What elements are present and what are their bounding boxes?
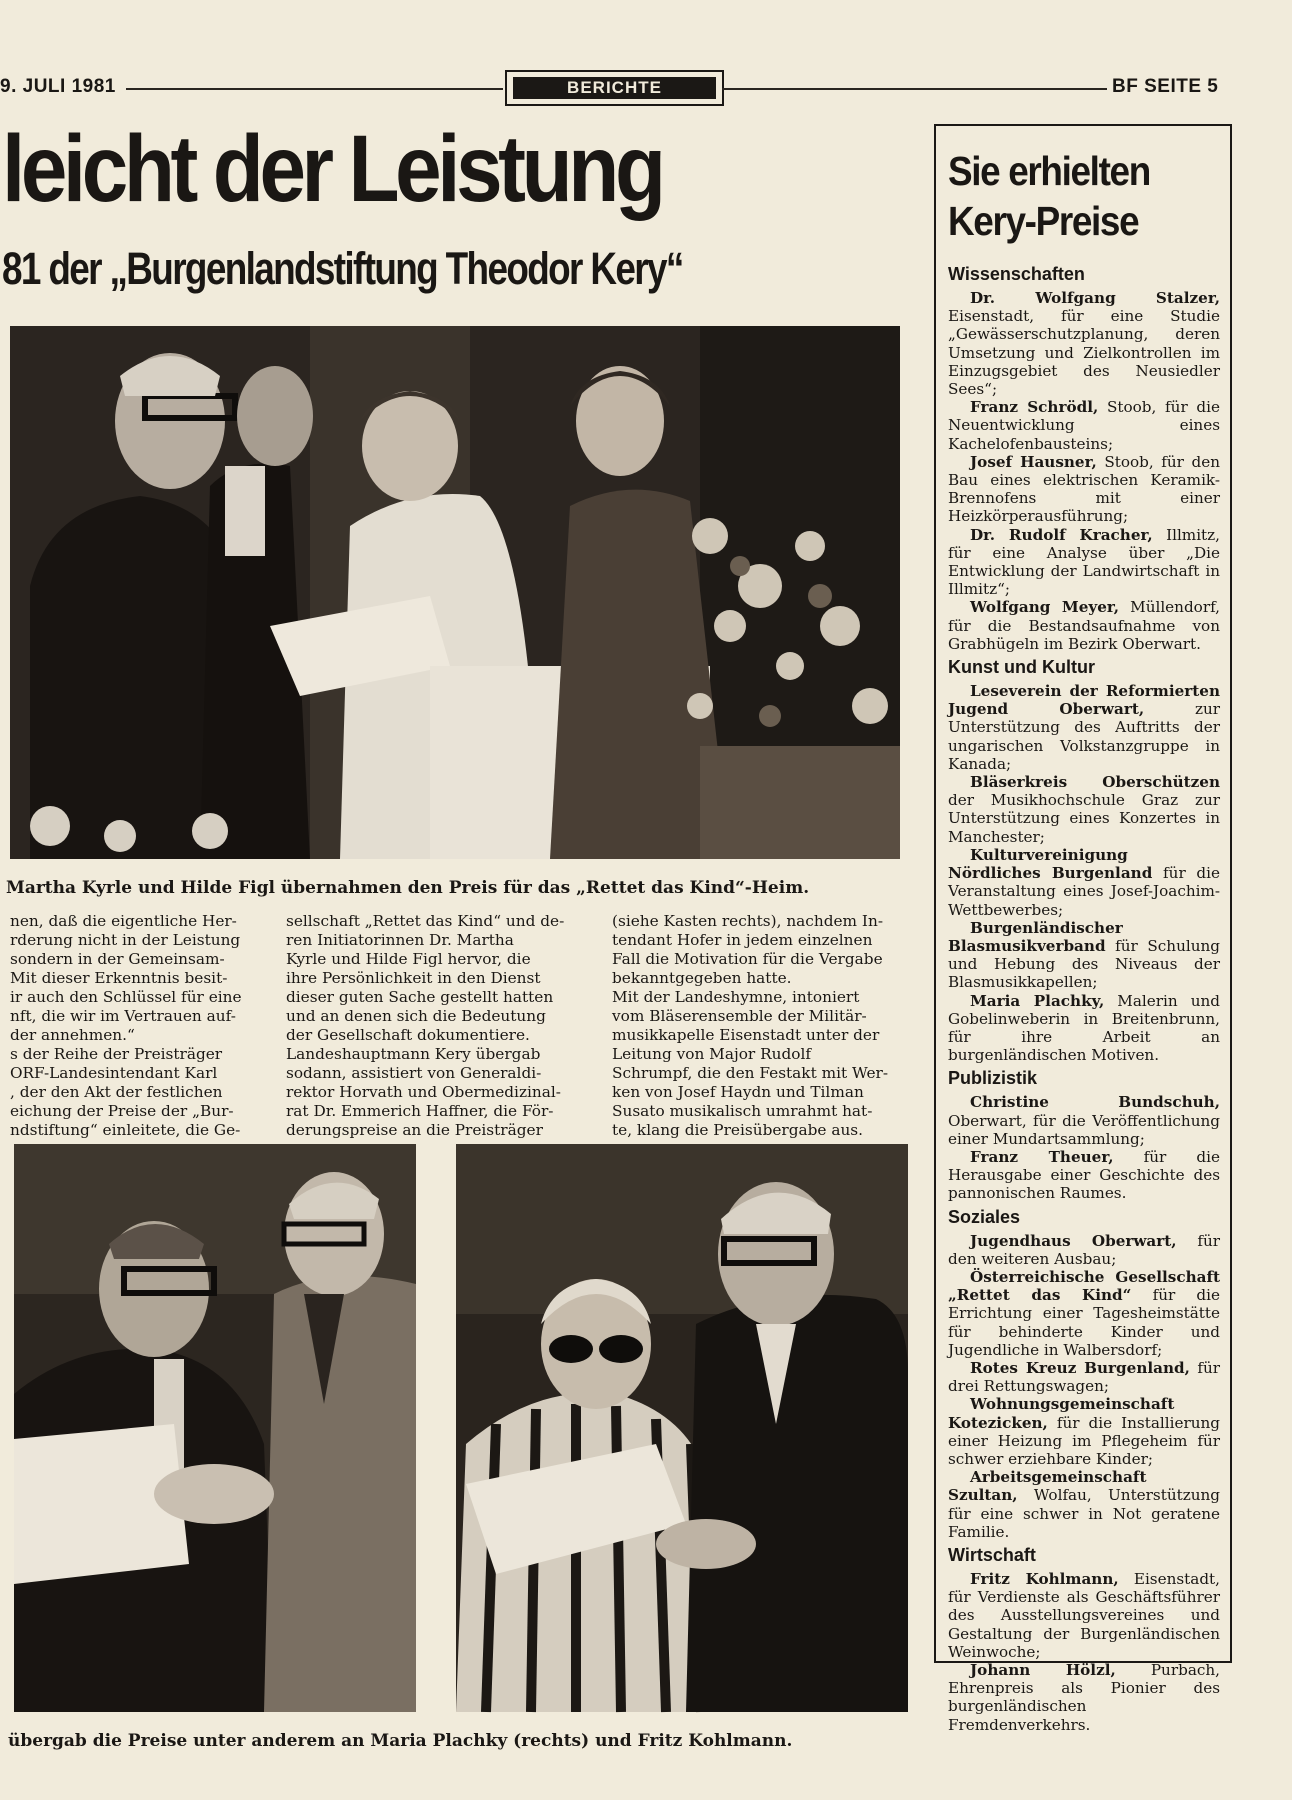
sidebar-section-heading: Publizistik bbox=[948, 1068, 1038, 1089]
recipient-name: Johann Hölzl, bbox=[970, 1661, 1116, 1680]
recipient-description: Oberwart, für die Veröffentlichung einer Mundartsammlung; bbox=[948, 1111, 1220, 1148]
text-line: Mit der Landeshymne, intoniert bbox=[612, 988, 860, 1006]
text-line: Fall die Motivation für die Vergabe bbox=[612, 950, 883, 968]
section-badge bbox=[505, 70, 724, 106]
recipient-description: Müllendorf, für die Bestandsaufnahme von Grabhügeln im Bezirk Oberwart. bbox=[948, 598, 1220, 653]
recipient-name: Österreichische Gesellschaft „Rettet das Kind“ bbox=[948, 1267, 1220, 1305]
text-line: tendant Hofer in jedem einzelnen bbox=[612, 931, 873, 949]
text-line: derungspreise an die Preisträger bbox=[286, 1121, 543, 1139]
recipient-description: Eisenstadt, für Verdienste als Geschäftsführer des Ausstellungsvereines und Gestaltung der Burgenländischen Weinwoche; bbox=[948, 1570, 1220, 1661]
recipient-name: Josef Hausner, bbox=[970, 452, 1097, 471]
text-line: nft, die wir im Vertrauen auf- bbox=[10, 1007, 236, 1025]
award-recipient bbox=[948, 919, 1220, 992]
page-number: BF SEITE 5 bbox=[1112, 76, 1219, 97]
headline-sub: 81 der „Burgenlandstiftung Theodor Kery“ bbox=[2, 243, 683, 294]
recipient-name: Wohnungsgemeinschaft Kotezicken, bbox=[948, 1395, 1175, 1432]
text-line: sellschaft „Rettet das Kind“ und de- bbox=[286, 912, 565, 930]
text-line: te, klang die Preisübergabe aus. bbox=[612, 1121, 864, 1139]
award-recipient bbox=[948, 1661, 1220, 1734]
award-recipient bbox=[948, 1268, 1220, 1359]
recipient-name: Maria Plachky, bbox=[970, 991, 1105, 1010]
recipient-description: für die Veranstaltung eines Josef-Joachim-Wettbewerbes; bbox=[948, 864, 1220, 919]
text-line: sondern in der Gemeinsam- bbox=[10, 950, 225, 968]
header-rule-right bbox=[722, 88, 1107, 90]
text-line: , der den Akt der festlichen bbox=[10, 1083, 223, 1101]
recipient-description: zur Unterstützung des Auftritts der ungarischen Volkstanzgruppe in Kanada; bbox=[948, 700, 1220, 773]
recipient-description: Stoob, für die Neuentwicklung eines Kachelofenbausteins; bbox=[948, 398, 1220, 453]
text-line: Schrumpf, die den Festakt mit Wer- bbox=[612, 1064, 889, 1082]
text-line: ken von Josef Haydn und Tilman bbox=[612, 1083, 864, 1101]
award-recipient bbox=[948, 289, 1220, 398]
recipient-description: für die Installierung einer Heizung im Pflegeheim für schwer erziehbare Kinder; bbox=[948, 1413, 1220, 1468]
recipient-description: Malerin und Gobelinweberin in Breitenbrunn, für ihre Arbeit an burgenländischen Motiven. bbox=[948, 991, 1220, 1065]
recipient-description: Stoob, für den Bau eines elektrischen Keramik-Brennofens mit einer Heizkörperausführung; bbox=[948, 452, 1221, 526]
sidebar-list bbox=[948, 260, 1220, 1734]
sidebar-title bbox=[948, 146, 1150, 246]
award-recipient bbox=[948, 526, 1220, 599]
recipient-name: Fritz Kohlmann, bbox=[970, 1570, 1119, 1588]
award-recipient bbox=[948, 992, 1220, 1065]
section-label: BERICHTE bbox=[513, 77, 716, 99]
recipient-name: Christine Bundschuh, bbox=[970, 1093, 1220, 1112]
text-line: s der Reihe der Preisträger bbox=[10, 1045, 223, 1063]
award-recipient bbox=[948, 682, 1220, 773]
recipient-description: für den weiteren Ausbau; bbox=[948, 1231, 1220, 1268]
award-recipient bbox=[948, 1359, 1220, 1395]
award-recipient bbox=[948, 1093, 1220, 1148]
recipient-description: Wolfau, Unterstützung für eine schwer in Not geratene Familie. bbox=[948, 1486, 1220, 1541]
award-recipient bbox=[948, 1395, 1220, 1468]
award-recipient bbox=[948, 1232, 1220, 1268]
recipient-name: Leseverein der Reformierten Jugend Oberwart, bbox=[948, 682, 1220, 719]
award-recipient bbox=[948, 598, 1220, 653]
sidebar-title-line-2: Kery-Preise bbox=[948, 198, 1139, 244]
award-recipient bbox=[948, 1570, 1220, 1661]
text-line: musikkapelle Eisenstadt unter der bbox=[612, 1026, 880, 1044]
award-recipient bbox=[948, 1148, 1220, 1203]
text-line: vom Bläserensemble der Militär- bbox=[612, 1007, 867, 1025]
text-line: ihre Persönlichkeit in den Dienst bbox=[286, 969, 541, 987]
recipient-name: Franz Theuer, bbox=[970, 1147, 1114, 1166]
recipient-name: Franz Schrödl, bbox=[970, 398, 1099, 417]
award-recipient bbox=[948, 1468, 1220, 1541]
recipient-name: Bläserkreis Oberschützen bbox=[970, 773, 1220, 792]
text-line: Mit dieser Erkenntnis besit- bbox=[10, 969, 228, 987]
recipient-description: der Musikhochschule Graz zur Unterstützung eines Konzertes in Manchester; bbox=[948, 791, 1220, 846]
recipient-name: Dr. Rudolf Kracher, bbox=[970, 525, 1153, 544]
sidebar-section-heading: Wirtschaft bbox=[948, 1545, 1036, 1565]
text-line: und an denen sich die Bedeutung bbox=[286, 1007, 546, 1025]
award-recipient bbox=[948, 398, 1220, 453]
recipient-name: Rotes Kreuz Burgenland, bbox=[970, 1358, 1190, 1377]
recipient-description: für die Errichtung einer Tagesheimstätte für behinderte Kinder und Jugendliche in Walbersdorf; bbox=[948, 1286, 1221, 1359]
award-sidebar bbox=[934, 124, 1232, 1734]
recipient-name: Kulturvereinigung Nördliches Burgenland bbox=[948, 845, 1153, 883]
award-recipient bbox=[948, 773, 1220, 846]
recipient-description: für die Herausgabe einer Geschichte des pannonischen Raumes. bbox=[948, 1147, 1220, 1203]
text-line: eichung der Preise der „Bur- bbox=[10, 1102, 234, 1120]
recipient-description: für drei Rettungswagen; bbox=[948, 1358, 1220, 1396]
award-recipient bbox=[948, 453, 1220, 526]
text-line: ir auch den Schlüssel für eine bbox=[10, 988, 242, 1006]
text-line: nen, daß die eigentliche Her- bbox=[10, 912, 237, 930]
text-line: dieser guten Sache gestellt hatten bbox=[286, 988, 554, 1006]
header-rule-left bbox=[126, 88, 503, 90]
recipient-name: Dr. Wolfgang Stalzer, bbox=[970, 289, 1220, 307]
text-line: rat Dr. Emmerich Haffner, die För- bbox=[286, 1102, 554, 1120]
article-column-3 bbox=[612, 912, 912, 1140]
photo-caption-top: Martha Kyrle und Hilde Figl übernahmen den Preis für das „Rettet das Kind“-Heim. bbox=[6, 878, 810, 898]
text-line: Landeshauptmann Kery übergab bbox=[286, 1045, 541, 1063]
issue-date: 9. JULI 1981 bbox=[0, 76, 116, 97]
text-line: sodann, assistiert von Generaldi- bbox=[286, 1064, 542, 1082]
photo-award-ceremony bbox=[10, 326, 900, 859]
text-line: Kyrle und Hilde Figl hervor, die bbox=[286, 950, 531, 968]
recipient-name: Burgenländischer Blasmusikverband bbox=[948, 918, 1123, 955]
article-column-2 bbox=[286, 912, 604, 1140]
photo-caption-bottom: übergab die Preise unter anderem an Maria Plachky (rechts) und Fritz Kohlmann. bbox=[8, 1731, 793, 1751]
headline-main: leicht der Leistung bbox=[2, 116, 662, 222]
text-line: Leitung von Major Rudolf bbox=[612, 1045, 812, 1063]
text-line: der Gesellschaft dokumentiere. bbox=[286, 1026, 530, 1044]
recipient-description: Eisenstadt, für eine Studie „Gewässerschutzplanung, deren Umsetzung und Zielkontrollen im Einzugsgebiet des Neusiedler Sees“; bbox=[948, 307, 1220, 399]
text-line: rektor Horvath und Obermedizinal- bbox=[286, 1083, 561, 1101]
award-recipient bbox=[948, 846, 1220, 919]
photo-kohlmann bbox=[14, 1144, 416, 1712]
text-line: bekanntgegeben hatte. bbox=[612, 969, 792, 987]
recipient-name: Wolfgang Meyer, bbox=[970, 598, 1120, 617]
article-column-1 bbox=[10, 912, 242, 1140]
sidebar-section-heading: Soziales bbox=[948, 1206, 1021, 1227]
recipient-description: Purbach, Ehrenpreis als Pionier des burgenländischen Fremdenverkehrs. bbox=[948, 1661, 1220, 1734]
text-line: rderung nicht in der Leistung bbox=[10, 931, 241, 949]
sidebar-section-heading: Kunst und Kultur bbox=[948, 657, 1095, 678]
recipient-description: für Schulung und Hebung des Niveaus der Blasmusikkapellen; bbox=[948, 936, 1220, 992]
text-line: ndstiftung“ einleitete, die Ge- bbox=[10, 1121, 241, 1139]
text-line: Susato musikalisch umrahmt hat- bbox=[612, 1102, 873, 1120]
sidebar-title-line-1: Sie erhielten bbox=[948, 148, 1150, 194]
text-line: ORF-Landesintendant Karl bbox=[10, 1064, 218, 1082]
text-line: ren Initiatorinnen Dr. Martha bbox=[286, 931, 514, 949]
recipient-description: Illmitz, für eine Analyse über „Die Entwicklung der Landwirtschaft in Illmitz“; bbox=[948, 525, 1220, 599]
photo-plachky bbox=[456, 1144, 908, 1712]
text-line: (siehe Kasten rechts), nachdem In- bbox=[612, 912, 883, 930]
sidebar-section-heading: Wissenschaften bbox=[948, 264, 1085, 284]
recipient-name: Jugendhaus Oberwart, bbox=[970, 1231, 1177, 1250]
recipient-name: Arbeitsgemeinschaft Szultan, bbox=[948, 1468, 1147, 1505]
text-line: der annehmen.“ bbox=[10, 1026, 135, 1044]
